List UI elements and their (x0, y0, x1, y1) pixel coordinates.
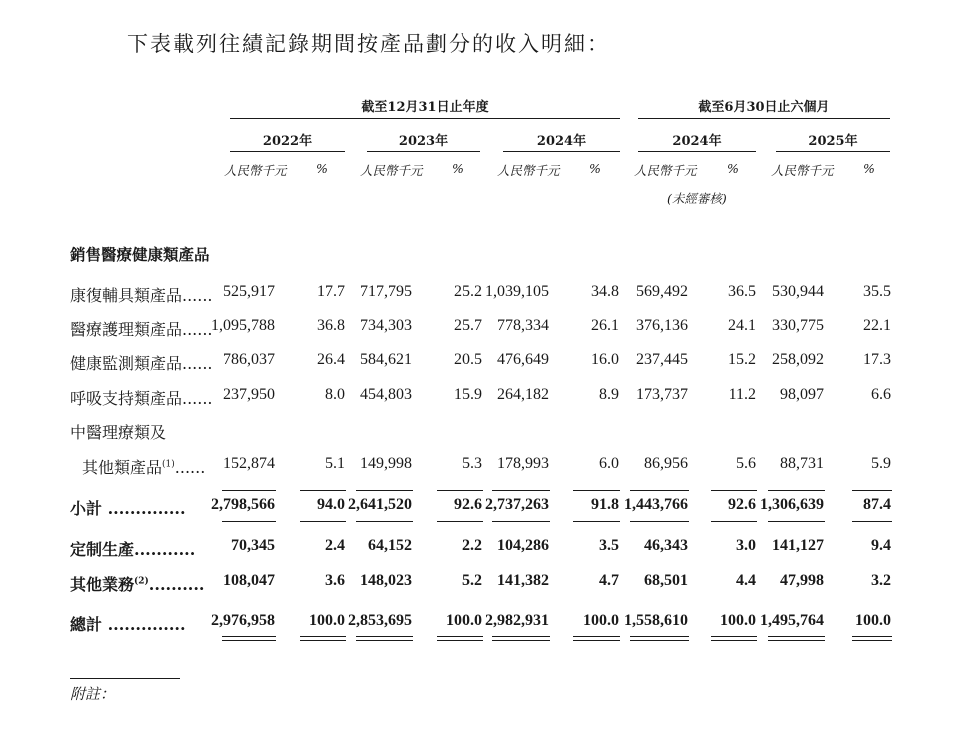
total-rule (768, 490, 825, 491)
amount-cell: 2,737,263 (485, 496, 549, 513)
amount-cell: 1,443,766 (624, 496, 688, 513)
percent-cell: 100.0 (446, 612, 482, 629)
percent-cell: 100.0 (720, 612, 756, 629)
total-rule (711, 636, 757, 637)
amount-cell: 786,037 (223, 351, 275, 368)
amount-cell: 330,775 (772, 317, 824, 334)
percent-cell: 9.4 (871, 537, 891, 554)
amount-cell: 530,944 (772, 283, 824, 300)
row-label-text: 呼吸支持類產品...... (70, 389, 213, 408)
year-header: 2024年 (536, 134, 587, 149)
percent-cell: 15.2 (728, 351, 756, 368)
amount-cell: 717,795 (360, 283, 412, 300)
unit-pct-label: % (316, 161, 328, 176)
percent-cell: 2.4 (325, 537, 345, 554)
total-rule (630, 521, 689, 522)
percent-cell: 34.8 (591, 283, 619, 300)
total-rule (300, 490, 346, 491)
year-header: 2025年 (808, 134, 858, 149)
total-rule (222, 490, 276, 491)
percent-cell: 16.0 (591, 351, 619, 368)
amount-cell: 2,982,931 (485, 612, 549, 629)
unit-rmb-label: 人民幣千元 (771, 163, 834, 178)
percent-cell: 91.8 (591, 496, 619, 513)
amount-cell: 1,306,639 (760, 496, 824, 513)
percent-cell: 5.3 (462, 455, 482, 472)
total-rule (630, 636, 689, 637)
year-underline (230, 151, 345, 152)
amount-cell: 258,092 (772, 351, 824, 368)
amount-cell: 376,136 (636, 317, 688, 334)
amount-cell: 1,558,610 (624, 612, 688, 629)
amount-cell: 454,803 (360, 386, 412, 403)
percent-cell: 2.2 (462, 537, 482, 554)
year-underline (367, 151, 480, 152)
total-rule (492, 636, 550, 637)
footnote-marker: (2) (134, 576, 149, 587)
total-double-rule (222, 640, 276, 641)
percent-cell: 26.1 (591, 317, 619, 334)
percent-cell: 35.5 (863, 283, 891, 300)
unit-rmb-label: 人民幣千元 (360, 163, 423, 178)
percent-cell: 100.0 (309, 612, 345, 629)
year-underline (638, 151, 756, 152)
total-rule (573, 490, 620, 491)
amount-cell: 47,998 (780, 572, 824, 589)
amount-cell: 1,095,788 (211, 317, 275, 334)
total-rule (356, 636, 413, 637)
percent-cell: 100.0 (583, 612, 619, 629)
amount-cell: 237,950 (223, 386, 275, 403)
row-label (70, 537, 195, 560)
amount-cell: 86,956 (644, 455, 688, 472)
total-rule (437, 490, 483, 491)
total-rule (630, 490, 689, 491)
percent-cell: 5.2 (462, 572, 482, 589)
total-rule (852, 521, 892, 522)
total-double-rule (630, 640, 689, 641)
section-title: 銷售醫療健康類產品 (70, 245, 210, 264)
total-rule (222, 636, 276, 637)
amount-cell: 264,182 (497, 386, 549, 403)
percent-cell: 24.1 (728, 317, 756, 334)
group-underline-half (638, 118, 890, 119)
amount-cell: 64,152 (368, 537, 412, 554)
total-double-rule (437, 640, 483, 641)
unit-pct-label: % (727, 161, 739, 176)
year-header: 2024年 (672, 134, 722, 149)
percent-cell: 87.4 (863, 496, 891, 513)
year-underline (503, 151, 620, 152)
amount-cell: 98,097 (780, 386, 824, 403)
amount-cell: 778,334 (497, 317, 549, 334)
notes-divider (70, 678, 180, 679)
total-double-rule (711, 640, 757, 641)
percent-cell: 8.9 (599, 386, 619, 403)
row-label (70, 612, 186, 635)
percent-cell: 92.6 (454, 496, 482, 513)
total-rule (356, 490, 413, 491)
amount-cell: 2,976,958 (211, 612, 275, 629)
group-header-half: 截至6月30日止六個月 (698, 100, 830, 115)
amount-cell: 46,343 (644, 537, 688, 554)
amount-cell: 173,737 (636, 386, 688, 403)
total-rule (437, 636, 483, 637)
percent-cell: 25.2 (454, 283, 482, 300)
amount-cell: 148,023 (360, 572, 412, 589)
total-rule (573, 636, 620, 637)
amount-cell: 149,998 (360, 455, 412, 472)
row-label-text: 中醫理療類及 (70, 423, 167, 442)
percent-cell: 92.6 (728, 496, 756, 513)
row-label-text: 其他業務 (70, 575, 135, 594)
percent-cell: 5.9 (871, 455, 891, 472)
amount-cell: 569,492 (636, 283, 688, 300)
row-label-text: 小計 .............. (70, 499, 186, 518)
percent-cell: 4.7 (599, 572, 619, 589)
total-rule (711, 521, 757, 522)
amount-cell: 104,286 (497, 537, 549, 554)
percent-cell: 26.4 (317, 351, 345, 368)
total-double-rule (768, 640, 825, 641)
unit-pct-label: % (863, 161, 875, 176)
amount-cell: 178,993 (497, 455, 549, 472)
year-header: 2022年 (262, 134, 313, 149)
unit-rmb-label: 人民幣千元 (634, 163, 697, 178)
total-rule (222, 521, 276, 522)
row-label-text: 其他類產品 (82, 458, 163, 477)
amount-cell: 88,731 (780, 455, 824, 472)
unit-rmb-label: 人民幣千元 (224, 163, 287, 178)
amount-cell: 70,345 (231, 537, 275, 554)
amount-cell: 141,382 (497, 572, 549, 589)
percent-cell: 5.1 (325, 455, 345, 472)
row-label (70, 496, 186, 519)
row-label-text: 醫療護理類產品...... (70, 320, 213, 339)
percent-cell: 3.6 (325, 572, 345, 589)
percent-cell: 17.7 (317, 283, 345, 300)
row-label-leader: .......... (148, 575, 205, 594)
amount-cell: 584,621 (360, 351, 412, 368)
amount-cell: 152,874 (223, 455, 275, 472)
percent-cell: 8.0 (325, 386, 345, 403)
total-double-rule (852, 640, 892, 641)
amount-cell: 2,641,520 (348, 496, 412, 513)
amount-cell: 476,649 (497, 351, 549, 368)
amount-cell: 1,495,764 (760, 612, 824, 629)
year-underline (776, 151, 890, 152)
amount-cell: 108,047 (223, 572, 275, 589)
amount-cell: 68,501 (644, 572, 688, 589)
unit-pct-label: % (452, 161, 464, 176)
amount-cell: 2,853,695 (348, 612, 412, 629)
percent-cell: 6.0 (599, 455, 619, 472)
percent-cell: 11.2 (728, 386, 756, 403)
amount-cell: 1,039,105 (485, 283, 549, 300)
row-label (70, 420, 166, 443)
total-rule (437, 521, 483, 522)
total-rule (768, 636, 825, 637)
total-rule (356, 521, 413, 522)
percent-cell: 6.6 (871, 386, 891, 403)
footnote-marker: (1) (162, 459, 175, 470)
amount-cell: 141,127 (772, 537, 824, 554)
row-label-text: 康復輔具類產品...... (70, 286, 213, 305)
amount-cell: 734,303 (360, 317, 412, 334)
total-rule (768, 521, 825, 522)
unit-rmb-label: 人民幣千元 (497, 163, 560, 178)
percent-cell: 15.9 (454, 386, 482, 403)
total-rule (573, 521, 620, 522)
percent-cell: 5.6 (736, 455, 756, 472)
percent-cell: 3.2 (871, 572, 891, 589)
total-double-rule (573, 640, 620, 641)
intro-text: 下表載列往績記錄期間按產品劃分的收入明細： (127, 32, 610, 56)
row-label-text: 定制生產........... (70, 540, 196, 559)
row-label-text: 健康監測類產品...... (70, 354, 213, 373)
total-double-rule (300, 640, 346, 641)
total-double-rule (356, 640, 413, 641)
total-rule (300, 636, 346, 637)
percent-cell: 36.5 (728, 283, 756, 300)
unaudited-note: (未經審核) (667, 191, 727, 206)
total-rule (852, 636, 892, 637)
percent-cell: 3.5 (599, 537, 619, 554)
percent-cell: 3.0 (736, 537, 756, 554)
percent-cell: 25.7 (454, 317, 482, 334)
amount-cell: 2,798,566 (211, 496, 275, 513)
percent-cell: 20.5 (454, 351, 482, 368)
percent-cell: 22.1 (863, 317, 891, 334)
row-label-text: 總計 .............. (70, 615, 186, 634)
percent-cell: 4.4 (736, 572, 756, 589)
percent-cell: 17.3 (863, 351, 891, 368)
percent-cell: 100.0 (855, 612, 891, 629)
notes-label: 附註： (70, 685, 116, 703)
total-rule (300, 521, 346, 522)
row-label-leader: ...... (174, 458, 206, 477)
total-double-rule (492, 640, 550, 641)
group-header-year: 截至12月31日止年度 (361, 100, 489, 115)
total-rule (711, 490, 757, 491)
year-header: 2023年 (398, 134, 449, 149)
total-rule (492, 490, 550, 491)
total-rule (852, 490, 892, 491)
percent-cell: 94.0 (317, 496, 345, 513)
percent-cell: 36.8 (317, 317, 345, 334)
amount-cell: 525,917 (223, 283, 275, 300)
unit-pct-label: % (589, 161, 601, 176)
amount-cell: 237,445 (636, 351, 688, 368)
total-rule (492, 521, 550, 522)
group-underline-year (230, 118, 620, 119)
